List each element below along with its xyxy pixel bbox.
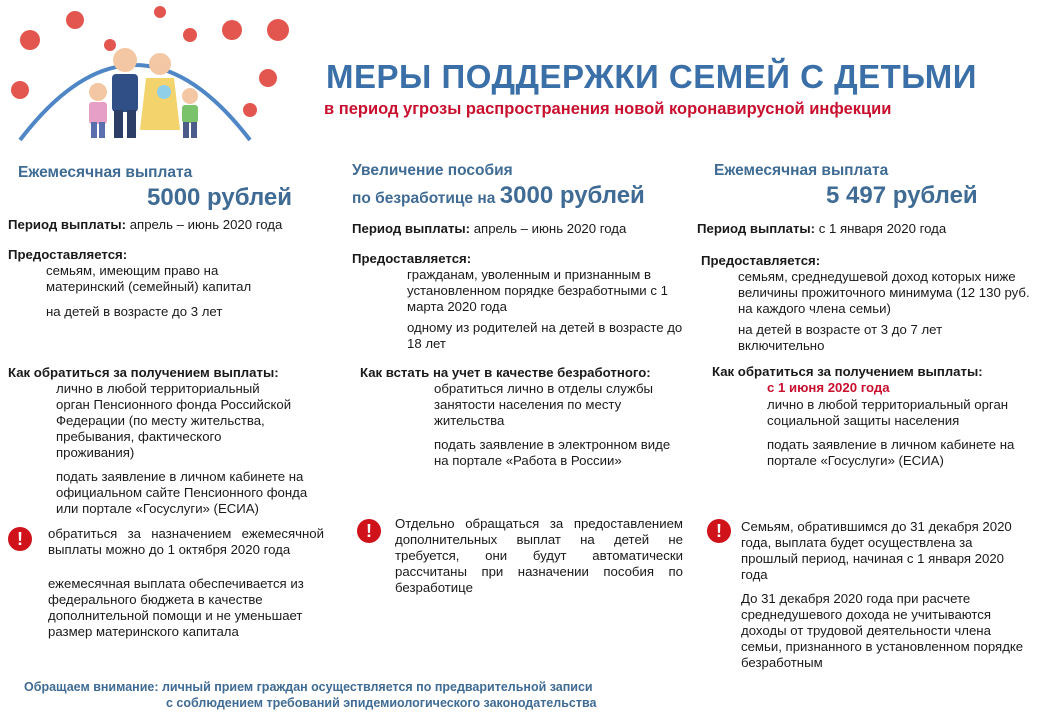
col3-warning-icon: ! xyxy=(707,519,731,543)
footer-line-2: с соблюдением требований эпидемиологического законодательства xyxy=(166,696,597,710)
col1-warning-icon: ! xyxy=(8,527,32,551)
col1-heading: Ежемесячная выплата xyxy=(18,164,193,181)
col3-period-label: Период выплаты: xyxy=(697,221,816,236)
col1-period-value: апрель – июнь 2020 года xyxy=(126,217,283,232)
col2-how-2: подать заявление в электронном виде на портале «Работа в России» xyxy=(434,437,671,468)
family-figures xyxy=(89,48,198,138)
col1-how-2: подать заявление в личном кабинете на официальном сайте Пенсионного фонда или портале «Госуслуги» (ЕСИА) xyxy=(56,469,308,516)
family-illustration xyxy=(0,0,300,160)
col2-heading-2: по безработице на xyxy=(352,190,496,207)
col1-how-1: лично в любой территориальный орган Пенсионного фонда Российской Федерации (по месту жительства, пребывания, фактического проживания) xyxy=(56,381,292,460)
col3-provided-label: Предоставляется: xyxy=(701,253,821,268)
col2-how-label: Как встать на учет в качестве безработного: xyxy=(360,365,651,380)
col3-how-label: Как обратиться за получением выплаты: xyxy=(712,364,983,379)
col2-provided-label: Предоставляется: xyxy=(352,251,472,266)
col1-provided-1: семьям, имеющим право на материнский (семейный) капитал xyxy=(46,263,252,294)
col2-heading-line2 xyxy=(352,182,645,210)
col3-how-1: лично в любой территориальный орган социальной защиты населения xyxy=(767,397,1009,428)
col3-amount: 5 497 рублей xyxy=(826,182,978,209)
col3-heading: Ежемесячная выплата xyxy=(714,162,889,179)
col1-amount: 5000 рублей xyxy=(147,184,293,211)
col3-provided-1: семьям, среднедушевой доход которых ниже величины прожиточного минимума (12 130 руб. на каждого члена семьи) xyxy=(738,269,1030,316)
col2-period xyxy=(352,221,626,237)
col2-heading: Увеличение пособия xyxy=(352,162,513,179)
col1-period-label: Период выплаты: xyxy=(8,217,127,232)
col1-period xyxy=(8,217,282,233)
col1-note-1: обратиться за назначением ежемесячной выплаты можно до 1 октября 2020 года xyxy=(48,526,324,557)
col3-how-date: с 1 июня 2020 года xyxy=(767,380,890,395)
col1-provided-2: на детей в возрасте до 3 лет xyxy=(46,304,223,319)
col2-period-value: апрель – июнь 2020 года xyxy=(470,221,627,236)
col2-period-label: Период выплаты: xyxy=(352,221,471,236)
col2-how-1: обратиться лично в отделы службы занятости населения по месту жительства xyxy=(434,381,653,428)
col3-note-1: Семьям, обратившимся до 31 декабря 2020 года, выплата будет осуществлена за прошлый период, начиная с 1 января 2020 года xyxy=(741,519,1012,582)
page-title: МЕРЫ ПОДДЕРЖКИ СЕМЕЙ С ДЕТЬМИ xyxy=(326,58,977,95)
col2-amount: 3000 рублей xyxy=(499,182,645,209)
col3-note-2: До 31 декабря 2020 года при расчете среднедушевого дохода не учитываются доходы от трудовой деятельности члена семьи, признанного в установленном порядке безработным xyxy=(741,591,1024,670)
col2-warning-icon: ! xyxy=(357,519,381,543)
col2-note-1: Отдельно обращаться за предоставлением дополнительных выплат на детей не требуется, они будут автоматически рассчитаны при назначении пособия по безработице xyxy=(395,516,683,595)
col3-how-2: подать заявление в личном кабинете на портале «Госуслуги» (ЕСИА) xyxy=(767,437,1015,468)
col2-provided-1: гражданам, уволенным и признанным в установленном порядке безработными с 1 марта 2020 года xyxy=(407,267,668,314)
col1-how-label: Как обратиться за получением выплаты: xyxy=(8,365,279,380)
col1-provided-label: Предоставляется: xyxy=(8,247,128,262)
col3-period-value: с 1 января 2020 года xyxy=(815,221,947,236)
col3-period xyxy=(697,221,946,237)
col3-provided-2: на детей в возрасте от 3 до 7 лет включительно xyxy=(738,322,943,353)
col2-provided-2: одному из родителей на детей в возрасте до 18 лет xyxy=(407,320,683,351)
page-subtitle: в период угрозы распространения новой коронавирусной инфекции xyxy=(324,100,892,118)
footer-line-1: Обращаем внимание: личный прием граждан осуществляется по предварительной записи xyxy=(24,680,593,694)
col1-note-2: ежемесячная выплата обеспечивается из федерального бюджета в качестве дополнительной помощи и не уменьшает размер материнского капитала xyxy=(48,576,304,639)
